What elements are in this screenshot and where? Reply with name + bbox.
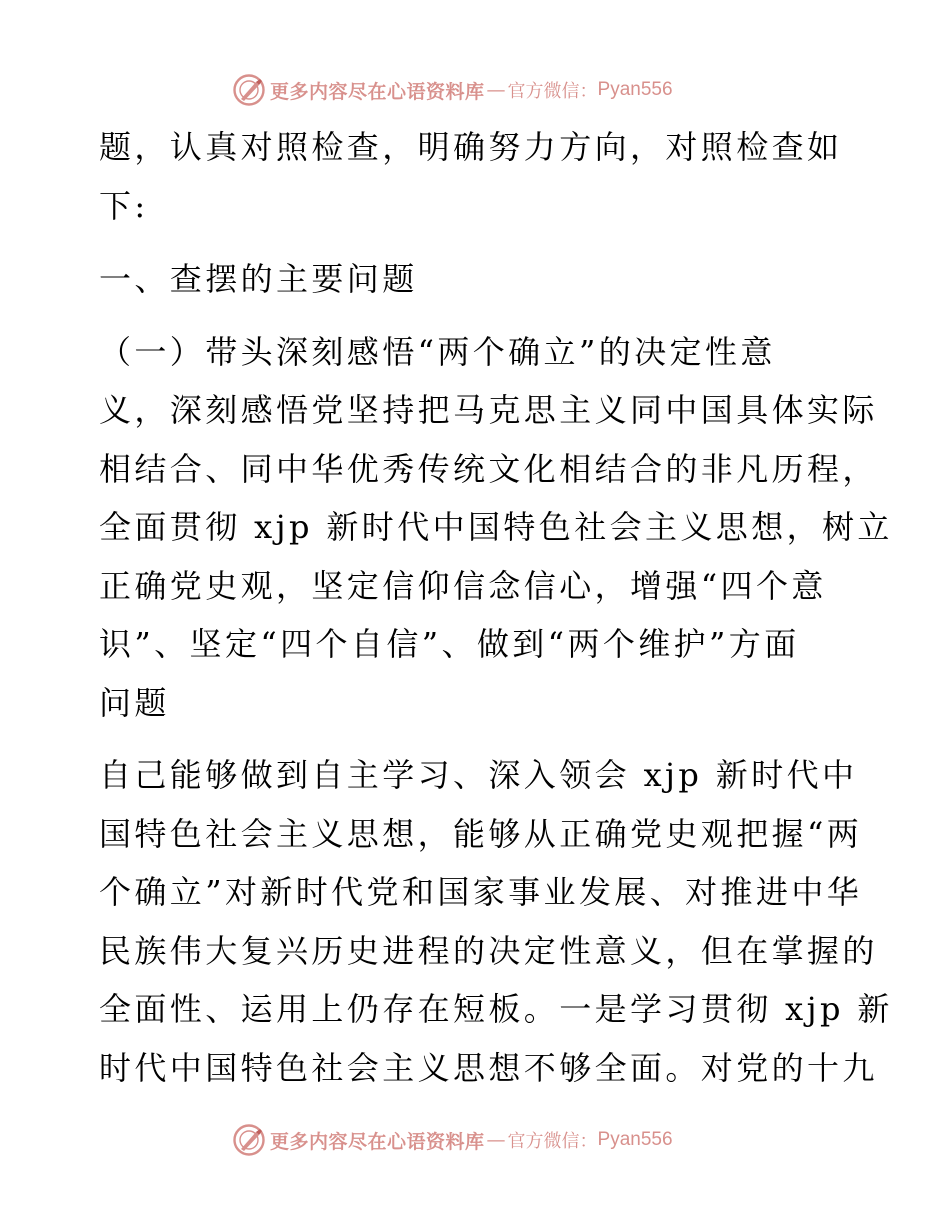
watermark-wechat-id: Pyan556	[597, 1129, 673, 1150]
paragraph-line: 全面性、运用上仍存在短板。一是学习贯彻 xjp 新	[99, 990, 893, 1028]
watermark-dash: —	[486, 79, 506, 101]
watermark-wechat-id: Pyan556	[597, 79, 673, 100]
section-heading: 一、查摆的主要问题	[99, 260, 418, 298]
body-line: 问题	[99, 684, 170, 722]
body-line: 下:	[99, 187, 149, 225]
body-line: 全面贯彻 xjp 新时代中国特色社会主义思想，树立	[99, 508, 893, 546]
footer-watermark	[232, 1122, 673, 1158]
body-line: 正确党史观，坚定信仰信念信心，增强“四个意	[99, 567, 827, 605]
pen-logo-icon	[232, 73, 266, 107]
paragraph-line: 国特色社会主义思想，能够从正确党史观把握“两	[99, 815, 863, 853]
pen-logo-icon	[232, 1123, 266, 1157]
watermark-dash: —	[486, 1129, 506, 1151]
paragraph-line: 民族伟大复兴历史进程的决定性意义，但在掌握的	[99, 932, 878, 970]
watermark-label: 官方微信：	[507, 81, 598, 102]
watermark-text: 更多内容尽在心语资料库	[270, 80, 485, 103]
body-line: 题，认真对照检查，明确努力方向，对照检查如	[99, 128, 843, 166]
body-line: 相结合、同中华优秀传统文化相结合的非凡历程，	[99, 450, 878, 488]
header-watermark	[232, 72, 673, 108]
paragraph-line: 个确立”对新时代党和国家事业发展、对推进中华	[99, 873, 863, 911]
paragraph-line: 时代中国特色社会主义思想不够全面。对党的十九	[99, 1049, 878, 1087]
watermark-label: 官方微信：	[507, 1131, 598, 1152]
body-line: 识”、坚定“四个自信”、做到“两个维护”方面	[99, 625, 800, 663]
paragraph-line: 自己能够做到自主学习、深入领会 xjp 新时代中	[99, 756, 858, 794]
subsection-heading: （一）带头深刻感悟“两个确立”的决定性意	[99, 333, 776, 371]
watermark-text: 更多内容尽在心语资料库	[270, 1130, 485, 1153]
body-line: 义，深刻感悟党坚持把马克思主义同中国具体实际	[99, 391, 878, 429]
